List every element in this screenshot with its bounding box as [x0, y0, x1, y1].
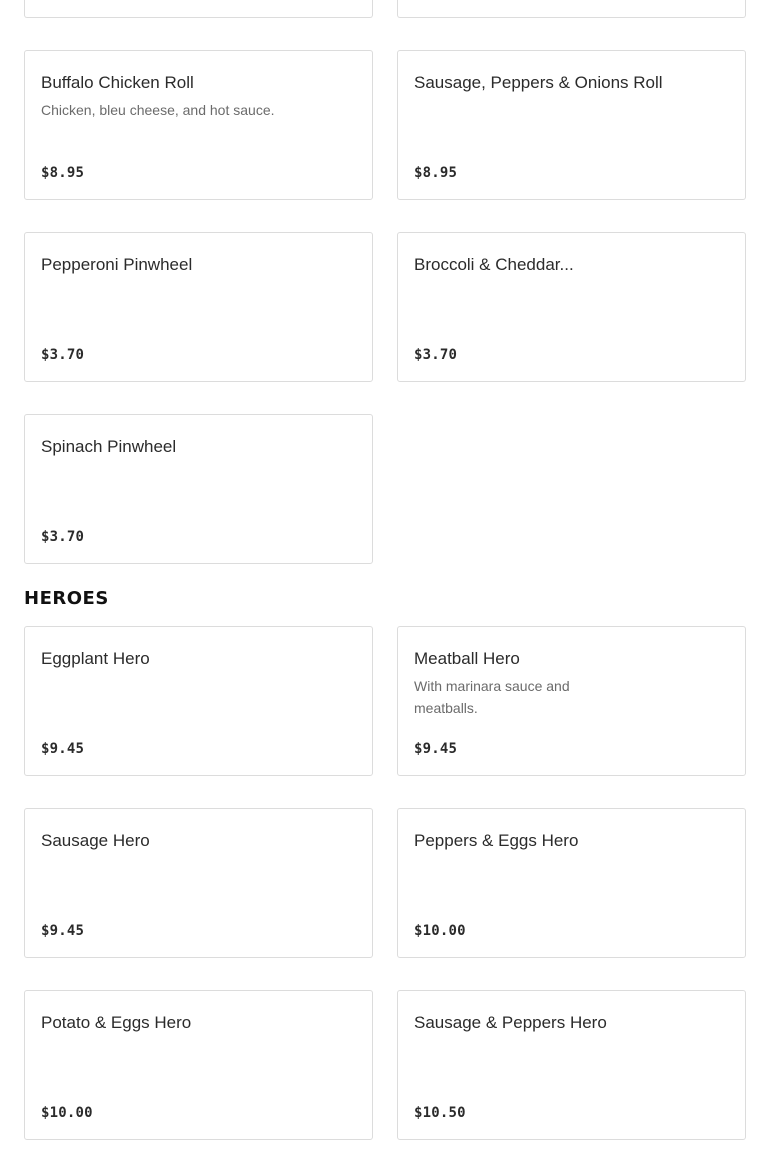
item-name: Meatball Hero — [414, 649, 520, 668]
item-description: Chicken, bleu cheese, and hot sauce. — [41, 102, 275, 118]
menu-item-eggplant-hero[interactable] — [24, 626, 373, 776]
item-price: $10.50 — [414, 1105, 466, 1121]
menu-item-card[interactable] — [24, 0, 373, 18]
item-price: $3.70 — [414, 347, 458, 363]
menu-item-sausage-peppers-hero[interactable] — [397, 990, 746, 1140]
item-price: $10.00 — [41, 1105, 93, 1121]
menu-item-spinach-pinwheel[interactable] — [24, 414, 373, 564]
menu-item-card[interactable] — [397, 0, 746, 18]
section-title-heroes: HEROES — [24, 588, 109, 609]
item-name: Spinach Pinwheel — [41, 437, 177, 456]
heroes-grid — [24, 626, 746, 1140]
menu-item-meatball-hero[interactable] — [397, 626, 746, 776]
item-price: $9.45 — [414, 741, 458, 757]
item-name: Potato & Eggs Hero — [41, 1013, 192, 1032]
menu-item-buffalo-chicken-roll[interactable] — [24, 50, 373, 200]
menu-item-sausage-hero[interactable] — [24, 808, 373, 958]
menu-item-pepperoni-pinwheel[interactable] — [24, 232, 373, 382]
item-name: Buffalo Chicken Roll — [41, 73, 194, 92]
menu-page — [24, 0, 746, 1140]
menu-item-peppers-eggs-hero[interactable] — [397, 808, 746, 958]
item-price: $10.00 — [414, 923, 466, 939]
item-price: $8.95 — [41, 165, 85, 181]
menu-item-broccoli-cheddar[interactable] — [397, 232, 746, 382]
item-name: Eggplant Hero — [41, 649, 150, 668]
item-price: $8.95 — [414, 165, 458, 181]
previous-row — [24, 0, 746, 18]
item-price: $9.45 — [41, 923, 85, 939]
item-name: Sausage, Peppers & Onions Roll — [414, 73, 663, 92]
menu-item-potato-eggs-hero[interactable] — [24, 990, 373, 1140]
rolls-grid — [24, 50, 746, 564]
item-name: Peppers & Eggs Hero — [414, 831, 579, 850]
item-price: $3.70 — [41, 529, 85, 545]
item-name: Sausage Hero — [41, 831, 150, 850]
item-name: Sausage & Peppers Hero — [414, 1013, 607, 1032]
item-price: $9.45 — [41, 741, 85, 757]
item-price: $3.70 — [41, 347, 85, 363]
item-name: Pepperoni Pinwheel — [41, 255, 193, 274]
menu-item-sausage-peppers-onions-roll[interactable] — [397, 50, 746, 200]
item-name: Broccoli & Cheddar... — [414, 255, 574, 274]
item-description: With marinara sauce and meatballs. — [414, 678, 570, 716]
